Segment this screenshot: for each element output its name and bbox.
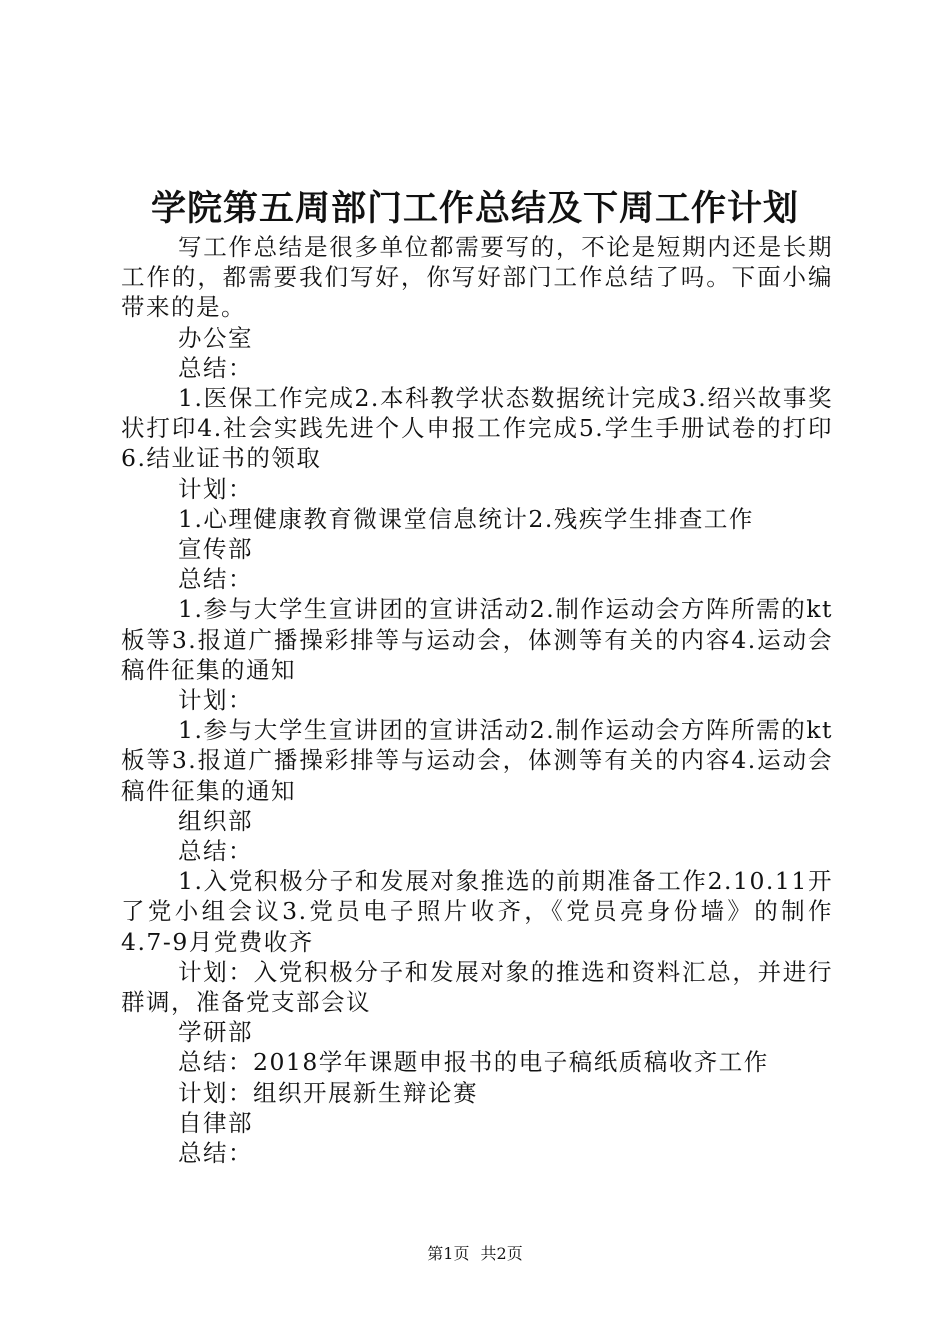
paragraph: 总结：2018学年课题申报书的电子稿纸质稿收齐工作 <box>178 1048 769 1077</box>
section-heading-discipline: 自律部 <box>178 1108 253 1137</box>
paragraph: 1.参与大学生宣讲团的宣讲活动2.制作运动会方阵所需的kt板等3.报道广播操彩排等与运动会，体测等有关的内容4.运动会稿件征集的通知 <box>121 595 833 684</box>
summary-label: 总结： <box>178 353 253 382</box>
section-heading-office: 办公室 <box>178 323 253 352</box>
document-body <box>121 232 833 1168</box>
paragraph: 计划：组织开展新生辩论赛 <box>178 1078 478 1107</box>
summary-label: 总结： <box>178 837 253 866</box>
paragraph: 1.心理健康教育微课堂信息统计2.残疾学生排查工作 <box>178 504 754 533</box>
page-total: 共2页 <box>480 1244 523 1263</box>
section-heading-publicity: 宣传部 <box>178 535 253 564</box>
plan-label: 计划： <box>178 474 253 503</box>
paragraph: 1.参与大学生宣讲团的宣讲活动2.制作运动会方阵所需的kt板等3.报道广播操彩排等与运动会，体测等有关的内容4.运动会稿件征集的通知 <box>121 716 833 805</box>
page-footer <box>0 1243 950 1265</box>
paragraph: 计划：入党积极分子和发展对象的推选和资料汇总，并进行群调，准备党支部会议 <box>121 957 833 1017</box>
plan-label: 计划： <box>178 686 253 715</box>
document-title: 学院第五周部门工作总结及下周工作计划 <box>150 188 799 229</box>
paragraph: 1.医保工作完成2.本科教学状态数据统计完成3.绍兴故事奖状打印4.社会实践先进个人申报工作完成5.学生手册试卷的打印6.结业证书的领取 <box>121 384 833 473</box>
paragraph: 1.入党积极分子和发展对象推选的前期准备工作2.10.11开了党小组会议3.党员电子照片收齐，《党员亮身份墙》的制作4.7-9月党费收齐 <box>121 867 833 956</box>
summary-label: 总结： <box>178 1139 253 1168</box>
summary-label: 总结： <box>178 565 253 594</box>
intro-paragraph: 写工作总结是很多单位都需要写的，不论是短期内还是长期工作的，都需要我们写好，你写好部门工作总结了吗。下面小编带来的是。 <box>121 233 833 322</box>
section-heading-organization: 组织部 <box>178 806 253 835</box>
page-number: 第1页 <box>427 1244 470 1263</box>
section-heading-research: 学研部 <box>178 1018 253 1047</box>
